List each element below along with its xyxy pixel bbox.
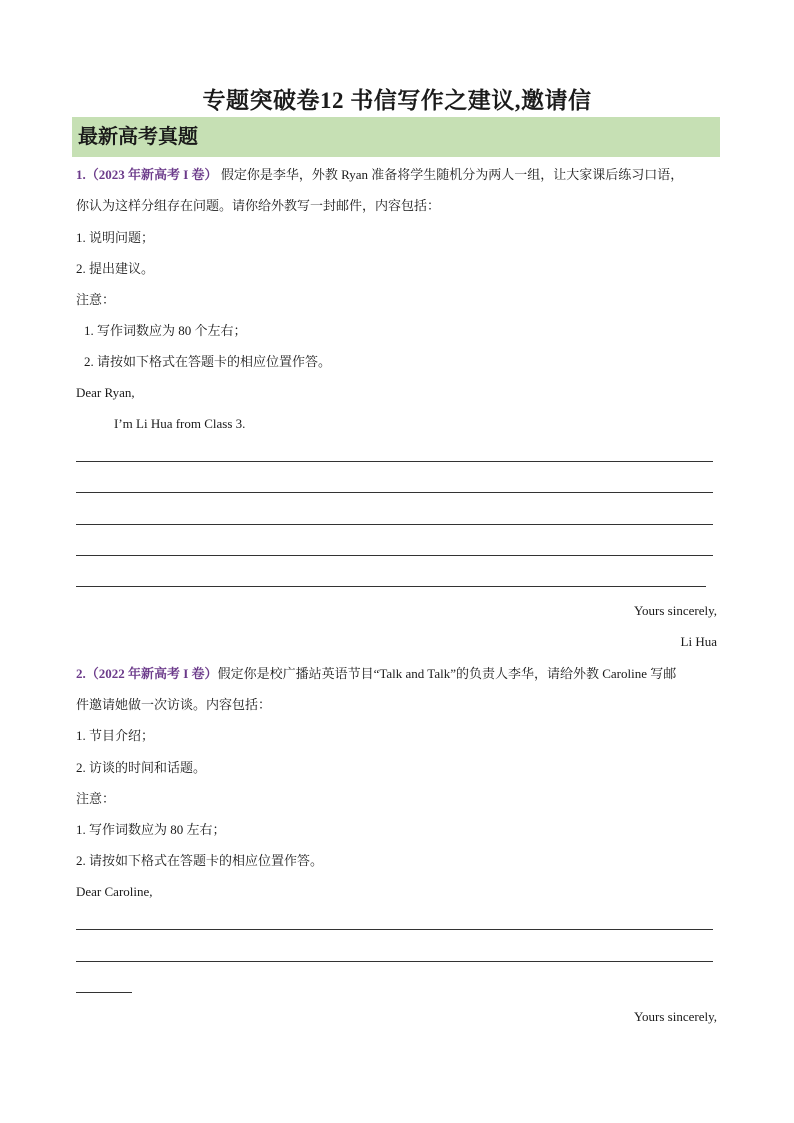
q2-answer-line-1: [76, 929, 713, 930]
q2-note2: 2. 请按如下格式在答题卡的相应位置作答。: [76, 853, 324, 868]
q2-answer-line-3: [76, 992, 132, 993]
q2-closing: Yours sincerely,: [633, 1009, 717, 1024]
q1-salutation: Dear Ryan,: [76, 385, 135, 400]
q2-answer-line-2: [76, 961, 713, 962]
q2-prompt-line2: 件邀请她做一次访谈。内容包括：: [76, 697, 272, 712]
q1-answer-line-2: [76, 492, 713, 493]
q1-prompt-text: 假定你是李华，外教 Ryan 准备将学生随机分为两人一组，让大家课后练习口语，: [217, 167, 684, 182]
section-header: 最新高考真题: [72, 117, 720, 157]
q1-point1: 1. 说明问题；: [76, 230, 155, 245]
q1-answer-line-3: [76, 524, 713, 525]
q2-point2: 2. 访谈的时间和话题。: [76, 760, 207, 775]
q1-closing: Yours sincerely,: [633, 603, 717, 618]
q1-prompt-line1: [76, 166, 683, 184]
q1-answer-line-4: [76, 555, 713, 556]
q1-opening: I’m Li Hua from Class 3.: [114, 416, 246, 431]
q2-number: 2.（2022 年新高考 I 卷）: [76, 666, 218, 681]
q1-note1: 1. 写作词数应为 80 个左右；: [84, 323, 247, 338]
q2-point1: 1. 节目介绍；: [76, 728, 155, 743]
page-title: 专题突破卷12 书信写作之建议,邀请信: [202, 88, 592, 113]
q1-signature: Li Hua: [680, 634, 717, 649]
q1-answer-line-5: [76, 586, 706, 587]
q2-prompt-text: 假定你是校广播站英语节目“Talk and Talk”的负责人李华，请给外教 Caroline 写邮: [217, 666, 677, 681]
q2-note-label: 注意：: [76, 791, 116, 806]
q2-prompt-line1: [76, 665, 676, 683]
q1-number: 1.（2023 年新高考 I 卷）: [76, 167, 218, 182]
q2-salutation: Dear Caroline,: [76, 884, 153, 899]
q1-prompt-line2: 你认为这样分组存在问题。请你给外教写一封邮件，内容包括：: [76, 198, 441, 213]
q2-note1: 1. 写作词数应为 80 左右；: [76, 822, 226, 837]
q1-note-label: 注意：: [76, 292, 116, 307]
q1-answer-line-1: [76, 461, 713, 462]
q1-point2: 2. 提出建议。: [76, 261, 155, 276]
q1-note2: 2. 请按如下格式在答题卡的相应位置作答。: [84, 354, 332, 369]
